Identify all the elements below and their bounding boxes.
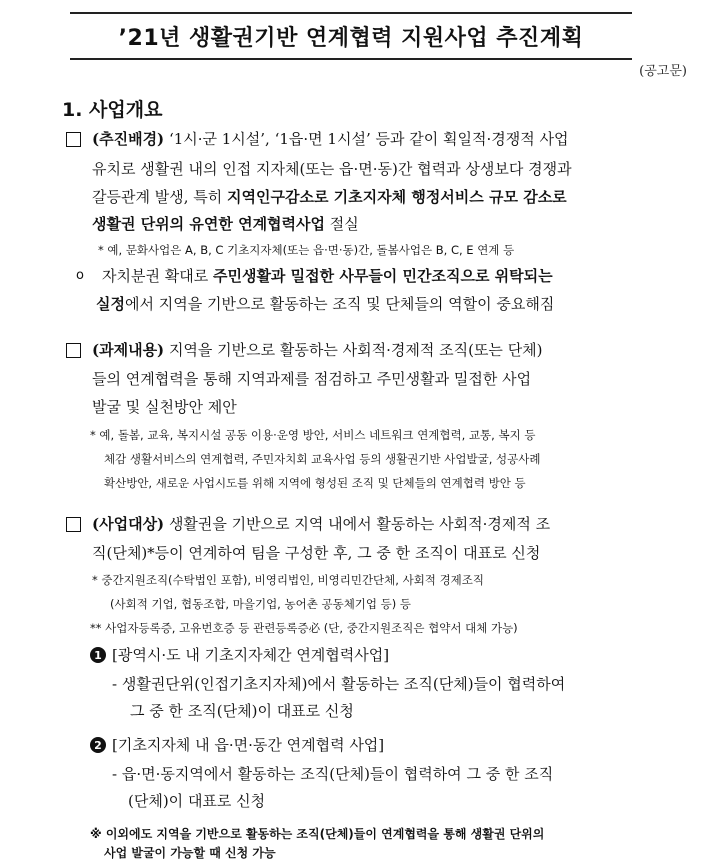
background-note: * 예, 문화사업은 A, B, C 기초지자체(또는 읍·면·동)간, 돌봄사업은 B, C, E 연계 등 bbox=[98, 243, 515, 257]
checkbox-icon bbox=[66, 517, 81, 532]
case1-line-2: 그 중 한 조직(단체)이 대표로 신청 bbox=[130, 702, 354, 720]
case2-line-1: - 읍·면·동지역에서 활동하는 조직(단체)들이 협력하여 그 중 한 조직 bbox=[112, 765, 554, 783]
remark-line-1: ※ 이외에도 지역을 기반으로 활동하는 조직(단체)들이 연계협력을 통해 생활권 단위의 bbox=[90, 827, 545, 841]
publisher-note: (공고문) bbox=[639, 64, 687, 79]
task-note-2: 체감 생활서비스의 연계협력, 주민자치회 교육사업 등의 생활권기반 사업발굴, 성공사례 bbox=[104, 452, 541, 466]
task-line-2: 들의 연계협력을 통해 지역과제를 점검하고 주민생활과 밀접한 사업 bbox=[92, 370, 532, 388]
background-o-line-2: 실정에서 지역을 기반으로 활동하는 조직 및 단체들의 역할이 중요해짐 bbox=[96, 295, 555, 313]
checkbox-icon bbox=[66, 343, 81, 358]
task-line-1: (과제내용) 지역을 기반으로 활동하는 사회적·경제적 조직(또는 단체) bbox=[92, 341, 543, 359]
background-line-3: 갈등관계 발생, 특히 지역인구감소로 기초지자체 행정서비스 규모 감소로 bbox=[92, 188, 567, 206]
target-note-3: ** 사업자등록증, 고유번호증 등 관련등록증必 (단, 중간지원조직은 협약서 대체 가능) bbox=[90, 621, 518, 635]
target-line-2: 직(단체)*등이 연계하여 팀을 구성한 후, 그 중 한 조직이 대표로 신청 bbox=[92, 544, 541, 562]
case1-line-1: - 생활권단위(인접기초지자체)에서 활동하는 조직(단체)들이 협력하여 bbox=[112, 675, 566, 693]
background-line-4: 생활권 단위의 유연한 연계협력사업 절실 bbox=[92, 215, 359, 233]
case2-title: [기초지자체 내 읍·면·동간 연계협력 사업] bbox=[112, 736, 385, 754]
task-note-1: * 예, 돌봄, 교육, 복지시설 공동 이용·운영 방안, 서비스 네트워크 연계협력, 교통, 복지 등 bbox=[90, 428, 536, 442]
case1-title: [광역시·도 내 기초지자체간 연계협력사업] bbox=[112, 646, 390, 664]
task-note-3: 확산방안, 새로운 사업시도를 위해 지역에 형성된 조직 및 단체들의 연계협력 방안 등 bbox=[104, 476, 526, 490]
remark-line-2: 사업 발굴이 가능할 때 신청 가능 bbox=[104, 846, 276, 860]
target-note-1: * 중간지원조직(수탁법인 포함), 비영리법인, 비영리민간단체, 사회적 경제조직 bbox=[92, 573, 484, 587]
target-line-1: (사업대상) 생활권을 기반으로 지역 내에서 활동하는 사회적·경제적 조 bbox=[92, 515, 551, 533]
bullet-o-icon: o bbox=[76, 268, 84, 283]
document-title: ’21년 생활권기반 연계협력 지원사업 추진계획 bbox=[70, 12, 632, 60]
target-note-2: (사회적 기업, 협동조합, 마을기업, 농어촌 공동체기업 등) 등 bbox=[110, 597, 412, 611]
background-o-line-1: 자치분권 확대로 주민생활과 밀접한 사무들이 민간조직으로 위탁되는 bbox=[102, 267, 553, 285]
case2-line-2: (단체)이 대표로 신청 bbox=[128, 792, 266, 810]
section-heading: 1. 사업개요 bbox=[62, 99, 163, 121]
background-line-2: 유치로 생활권 내의 인접 지자체(또는 읍·면·동)간 협력과 상생보다 경쟁과 bbox=[92, 160, 572, 178]
task-line-3: 발굴 및 실천방안 제안 bbox=[92, 398, 237, 416]
number-2-icon: 2 bbox=[90, 737, 106, 753]
number-1-icon: 1 bbox=[90, 647, 106, 663]
checkbox-icon bbox=[66, 132, 81, 147]
background-line-1: (추진배경) ‘1시·군 1시설’, ‘1읍·면 1시설’ 등과 같이 획일적·경쟁적 사업 bbox=[92, 130, 569, 148]
